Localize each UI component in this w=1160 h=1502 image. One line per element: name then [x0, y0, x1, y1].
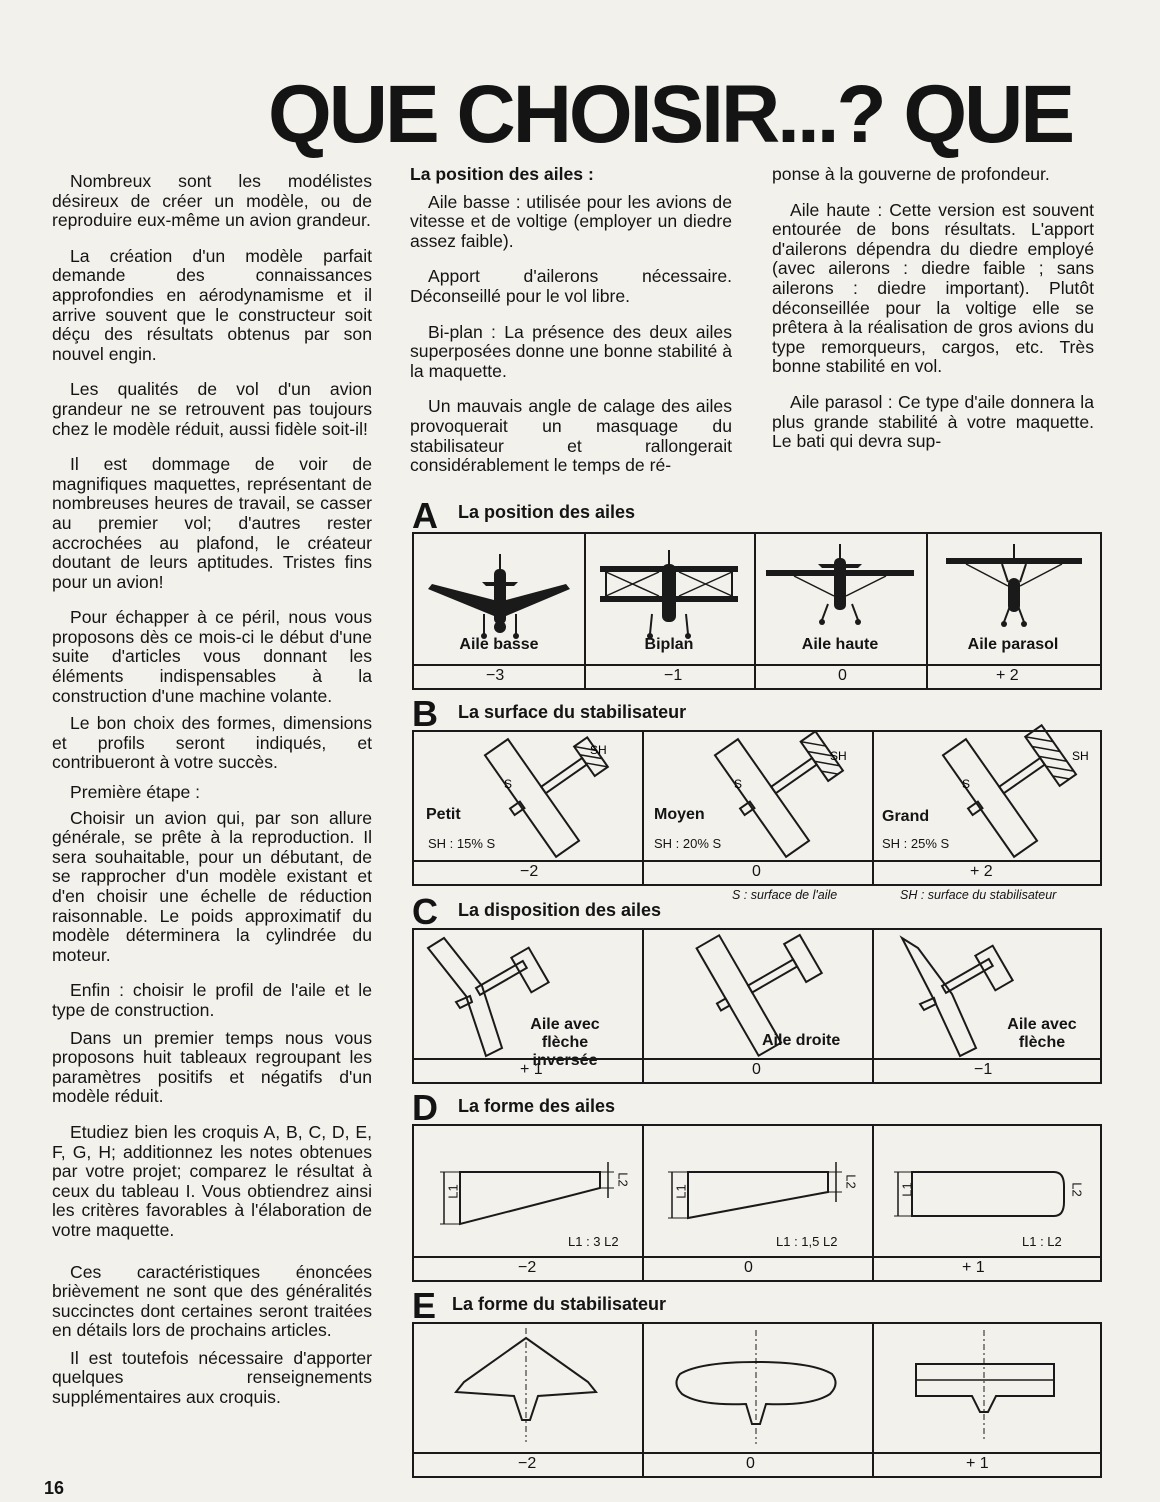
- score: + 2: [970, 863, 993, 880]
- ratio-label: L1 : 3 L2: [568, 1234, 619, 1249]
- cell-label: Aile droite: [762, 1032, 841, 1049]
- paragraph: Enfin : choisir le profil de l'aile et le type de construction.: [52, 980, 372, 1020]
- score-row: [414, 1058, 1100, 1082]
- dim-label-l1: L1: [673, 1184, 689, 1199]
- section-letter-c: C: [412, 891, 438, 932]
- paragraph: Etudiez bien les croquis A, B, C, D, E, F, G, H; additionnez les notes obtenues par votre projet; comparez le résultat à ceux du tableau I. Vous obtiendrez ainsi les critères favorables à l'élaboration de votre maquette.: [52, 1121, 372, 1240]
- ratio-label: SH : 25% S: [882, 836, 950, 851]
- cell-label: Grand: [882, 808, 930, 825]
- elliptical-stabilizer-icon: [642, 1324, 872, 1454]
- triangular-stabilizer-icon: [414, 1324, 642, 1454]
- paragraph: Choisir un avion qui, par son allure générale, se prête à la reproduction. Il sera souhaitable, pour un débutant, de se rapprocher d'un modèle existant et d'en choisir une échelle de réduction raisonnable. Le poids approximatif du modèle déterminera la cylindrée du moteur.: [52, 807, 372, 965]
- cell-label: Aile avec flèche: [1007, 1016, 1077, 1051]
- dim-label-l1: L1: [445, 1184, 461, 1199]
- score: 0: [752, 863, 761, 880]
- section-letter-a: A: [412, 495, 438, 536]
- section-title-b: La surface du stabilisateur: [458, 702, 687, 722]
- dim-label-l2: L2: [1069, 1182, 1085, 1197]
- section-title-a: La position des ailes: [458, 502, 636, 522]
- score-row: [414, 1256, 1100, 1280]
- section-title-c: La disposition des ailes: [458, 900, 662, 920]
- section-title-d: La forme des ailes: [458, 1096, 616, 1116]
- svg-text:SH: SH: [830, 749, 847, 763]
- legend-s: S : surface de l'aile: [732, 888, 838, 902]
- section-letter-b: B: [412, 693, 438, 734]
- score: −2: [518, 1455, 537, 1472]
- score: + 1: [962, 1259, 985, 1276]
- paragraph: Un mauvais angle de calage des ailes provoquerait un masquage du stabilisateur et rallongerait considérablement le temps de ré-: [410, 396, 732, 476]
- diagram-panel-c: [412, 928, 1102, 1084]
- svg-text:SH: SH: [1072, 749, 1089, 763]
- score: 0: [746, 1455, 755, 1472]
- cell-label: Aile avec flèche inversée: [530, 1016, 600, 1069]
- right-column: [772, 165, 1094, 468]
- score-row: [414, 1452, 1100, 1476]
- paragraph: Les qualités de vol d'un avion grandeur ne se retrouvent pas toujours chez le modèle réduit, aussi fidèle soit-il!: [52, 379, 372, 439]
- cell-label: Petit: [426, 806, 461, 823]
- score: −3: [486, 667, 505, 684]
- paragraph: Ces caractéristiques énoncées brièvement ne sont que des généralités succinctes dont certaines seront traitées en détails lors de prochains articles.: [52, 1261, 372, 1341]
- paragraph: Il est toutefois nécessaire d'apporter quelques renseignements supplémentaires aux croquis.: [52, 1347, 372, 1408]
- ratio-label: L1 : L2: [1022, 1234, 1062, 1249]
- score: 0: [744, 1259, 753, 1276]
- section-letter-d: D: [412, 1087, 438, 1128]
- paragraph: Bi-plan : La présence des deux ailes superposées donne une bonne stabilité à la maquette.: [410, 321, 732, 381]
- score: + 1: [966, 1455, 989, 1472]
- svg-text:S: S: [962, 777, 971, 791]
- page-number: 16: [44, 1478, 65, 1498]
- paragraph: Nombreux sont les modélistes désireux de créer un modèle, ou de reproduire eux-même un avion grandeur.: [52, 171, 372, 231]
- score: −1: [664, 667, 683, 684]
- section-title-e: La forme du stabilisateur: [452, 1294, 667, 1314]
- cell-label: Biplan: [644, 636, 694, 653]
- cell-label: Aile basse: [459, 636, 539, 653]
- rectangular-stabilizer-icon: [872, 1324, 1100, 1454]
- cell-label: Aile parasol: [967, 636, 1059, 653]
- svg-text:S: S: [504, 777, 513, 791]
- score: + 1: [520, 1061, 543, 1078]
- paragraph: Dans un premier temps nous vous proposons huit tableaux regroupant les paramètres positifs et négatifs d'un modèle réduit.: [52, 1027, 372, 1107]
- svg-text:S: S: [734, 777, 743, 791]
- cell-label: Aile haute: [801, 636, 879, 653]
- score-row: [414, 664, 1100, 688]
- diagram-panel-b: [412, 730, 1102, 886]
- page-title: QUE CHOISIR...? QUE: [268, 69, 1073, 160]
- paragraph: ponse à la gouverne de profondeur.: [772, 164, 1050, 184]
- ratio-label: L1 : 1,5 L2: [776, 1234, 838, 1249]
- ratio-label: SH : 20% S: [654, 836, 722, 851]
- diagram-panel-d: [412, 1124, 1102, 1282]
- dim-label-l1: L1: [899, 1182, 915, 1197]
- dim-label-l2: L2: [615, 1172, 631, 1187]
- score: 0: [838, 667, 847, 684]
- diagram-panel-a: [412, 532, 1102, 690]
- diagram-panel-e: [412, 1322, 1102, 1478]
- paragraph: La création d'un modèle parfait demande des connaissances approfondies en aérodynamisme et il arrive souvent que le constructeur soit déçu des résultats obtenus par son nouvel engin.: [52, 245, 372, 364]
- score: −2: [520, 863, 539, 880]
- score: + 2: [996, 667, 1019, 684]
- paragraph: Première étape :: [70, 782, 201, 803]
- ratio-label: SH : 15% S: [428, 836, 496, 851]
- middle-column: [410, 165, 732, 492]
- cell-label: Moyen: [654, 806, 705, 823]
- score-row: [414, 860, 1100, 884]
- score: −1: [974, 1061, 993, 1078]
- section-letter-e: E: [412, 1285, 437, 1326]
- paragraph: Le bon choix des formes, dimensions et profils seront indiqués, et contribueront à votre succès.: [52, 713, 372, 773]
- paragraph: Aile haute : Cette version est souvent entourée de bons résultats. L'apport d'ailerons dépendra du diedre employé (avec ailerons : diedre faible ; sans ailerons : diedre important). Plutôt déconseillée pour la voltige elle se prêtera à la réalisation de gros avions du type remorqueurs, cargos, etc. Très bonne stabilité en vol.: [772, 199, 1094, 377]
- paragraph: Il est dommage de voir de magnifiques maquettes, représentant de nombreuses heures de travail, se casser au premier vol; d'autres rester accrochées au plafond, le créateur doutant de leurs aptitudes. Tristes fins pour un avion!: [52, 454, 372, 592]
- section-heading: La position des ailes :: [410, 164, 594, 184]
- svg-text:SH: SH: [590, 743, 607, 757]
- dim-label-l2: L2: [843, 1174, 859, 1189]
- score: −2: [518, 1259, 537, 1276]
- score: 0: [752, 1061, 761, 1078]
- paragraph: Apport d'ailerons nécessaire. Déconseillé pour le vol libre.: [410, 266, 732, 306]
- paragraph: Aile parasol : Ce type d'aile donnera la plus grande stabilité à votre maquette. Le bati qui devra sup-: [772, 391, 1094, 452]
- paragraph: Aile basse : utilisée pour les avions de vitesse et de voltige (employer un diedre assez faible).: [410, 191, 732, 251]
- left-column: [52, 172, 372, 1424]
- legend-sh: SH : surface du stabilisateur: [900, 888, 1057, 902]
- paragraph: Pour échapper à ce péril, nous vous proposons dès ce mois-ci le début d'une suite d'articles vous donnant les éléments indispensables à la construction d'une machine volante.: [52, 607, 372, 706]
